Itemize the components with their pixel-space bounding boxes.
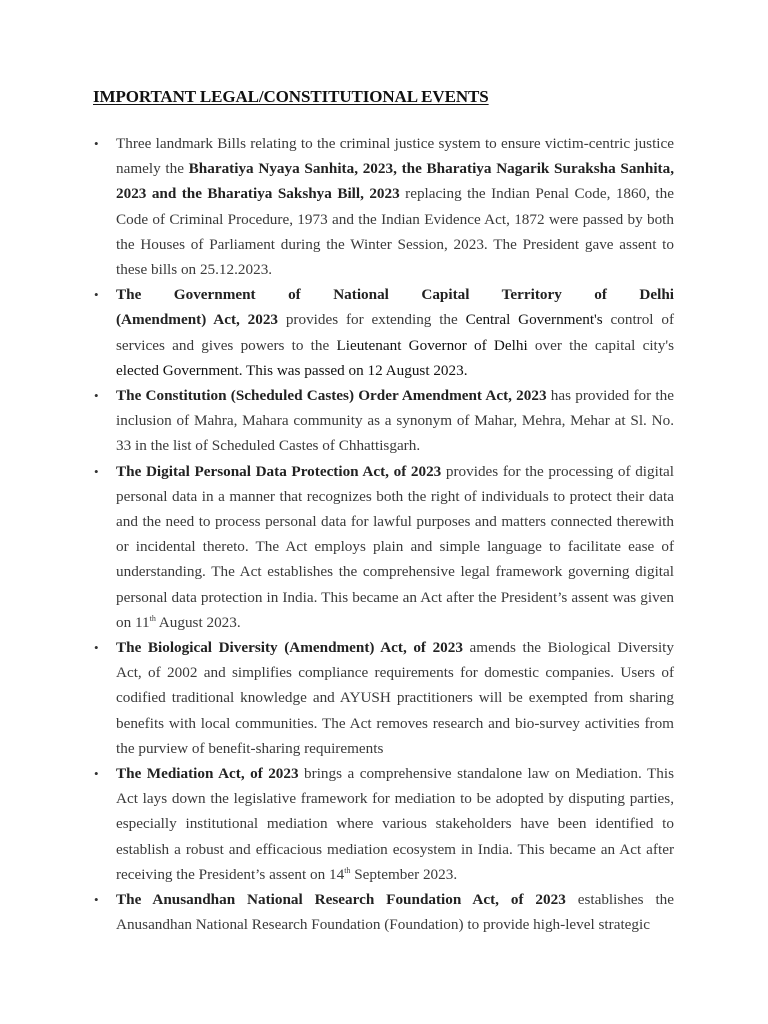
lieutenant-governor-link[interactable]: Lieutenant Governor of Delhi <box>336 336 528 354</box>
item-bold-title: The Constitution (Scheduled Castes) Order Amendment Act, 2023 <box>116 387 547 405</box>
list-item <box>94 887 674 937</box>
list-item <box>94 459 675 635</box>
bullet-icon: • <box>94 287 99 303</box>
bullet-icon: • <box>94 640 99 656</box>
bullet-icon: • <box>94 388 99 404</box>
item-text: August 2023. <box>155 613 241 631</box>
ordinal-suffix: th <box>149 613 156 623</box>
item-text: amends the Biological Diversity Act, of 2002 and simplifies compliance requirements for domestic companies. Users of codified traditional knowledge and AYUSH practitioners will be exempted from sharing benefits with local communities. The Act removes research and bio-survey activities from the purview of benefit-sharing requirements <box>116 639 674 757</box>
item-text: establishes the Anusandhan National Research Foundation (Foundation) to provide high-level strategic <box>116 891 674 934</box>
item-bold-title: The Digital Personal Data Protection Act, of 2023 <box>116 462 442 480</box>
bullet-icon: • <box>94 766 99 782</box>
item-text: Three landmark Bills relating to the criminal justice system to ensure victim-centric justice namely the <box>116 135 674 178</box>
item-text: provides for extending the <box>278 311 466 329</box>
item-bold-title: Bharatiya Nyaya Sanhita, 2023, the Bharatiya Nagarik Suraksha Sanhita, 2023 and the Bharatiya Sakshya Bill, 2023 <box>116 160 674 203</box>
list-item <box>94 635 674 761</box>
item-text: September 2023. <box>350 865 458 883</box>
item-bold-title: (Amendment) Act, 2023 <box>116 311 279 329</box>
list-item <box>94 131 674 282</box>
item-text: over the capital city's <box>527 336 674 354</box>
elected-government-link[interactable]: elected Government. This was passed on 12 August 2023. <box>116 361 468 379</box>
item-text: replacing the Indian Penal Code, 1860, the Code of Criminal Procedure, 1973 and the Indian Evidence Act, 1872 were passed by both the Houses of Parliament during the Winter Session, 2023. The President gave assent to these bills on 25.12.2023. <box>116 185 674 279</box>
item-text: brings a comprehensive standalone law on Mediation. This Act lays down the legislative framework for mediation to be adopted by disputing parties, especially institutional mediation where various stakeholders have been identified to establish a robust and efficacious mediation ecosystem in India. This became an Act after receiving the President’s assent on 14 <box>116 765 674 883</box>
item-bold-title: The Anusandhan National Research Foundation Act, of 2023 <box>116 891 566 909</box>
page-title: IMPORTANT LEGAL/CONSTITUTIONAL EVENTS <box>93 87 489 106</box>
list-item <box>94 761 674 887</box>
item-text: control of services and gives powers to the <box>116 311 675 354</box>
item-text: provides for the processing of digital personal data in a manner that recognizes both the right of individuals to protect their data and the need to process personal data for lawful purposes and matters connected therewith or incidental thereto. The Act employs plain and simple language to facilitate ease of understanding. The Act establishes the comprehensive legal framework governing digital personal data protection in India. This became an Act after the President’s assent was given on 11 <box>116 462 675 631</box>
ordinal-suffix: th <box>344 865 351 875</box>
item-text: has provided for the inclusion of Mahra, Mahara community as a synonym of Mahar, Mehra, Mehar at Sl. No. 33 in the list of Scheduled Castes of Chhattisgarh. <box>116 387 674 455</box>
events-list <box>94 131 675 938</box>
bullet-icon: • <box>94 463 99 479</box>
bullet-icon: • <box>94 136 99 151</box>
item-bold-title: The Government of National Capital Territory of Delhi <box>116 286 674 304</box>
list-item <box>94 282 675 383</box>
item-bold-title: The Mediation Act, of 2023 <box>116 765 299 783</box>
item-bold-title: The Biological Diversity (Amendment) Act, of 2023 <box>116 639 463 657</box>
bullet-icon: • <box>94 892 99 908</box>
central-government-link[interactable]: Central Government's <box>465 311 603 329</box>
list-item <box>94 383 674 459</box>
